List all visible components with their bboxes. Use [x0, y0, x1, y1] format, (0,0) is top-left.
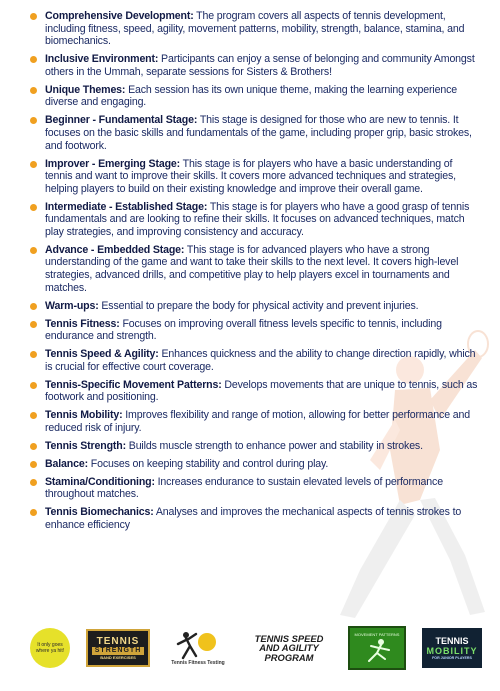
feature-title: Tennis Mobility:: [45, 409, 123, 422]
feature-text: Analyses and improves the mechanical aspects of tennis strokes to enhance efficiency: [45, 506, 462, 532]
feature-item: [30, 409, 482, 434]
feature-list: [30, 10, 482, 537]
strength-logo-line3: BAND EXERCISES: [100, 654, 136, 660]
feature-title: Tennis Strength:: [45, 439, 126, 452]
feature-text: Focuses on improving overall fitness levels specific to tennis, including endurance and strength.: [45, 317, 442, 343]
fitness-player-icon: [174, 630, 222, 660]
feature-item: [30, 114, 482, 152]
feature-text: Improves flexibility and range of motion, allowing for better performance and reduced risk of injury.: [45, 409, 470, 434]
feature-item: [30, 84, 482, 109]
feature-item: [30, 440, 482, 453]
movement-patterns-logo: [348, 626, 406, 670]
feature-item: [30, 476, 482, 501]
feature-title: Unique Themes:: [45, 83, 126, 96]
feature-item: [30, 300, 482, 313]
fitness-logo-caption: Tennis Fitness Testing: [171, 660, 225, 666]
tennis-ball-logo-text: It only goes where ya hit!: [35, 642, 65, 654]
feature-text: This stage is for players who have a basic understanding of tennis and want to improve their skills. It covers more advanced techniques and strategies, helping players to build on their existing knowledge and improve their overall game.: [45, 157, 456, 195]
feature-text: Participants can enjoy a sense of belonging and community Amongst others in the Ummah, separate sessions for Sisters & Brothers!: [45, 53, 475, 78]
feature-title: Balance:: [45, 457, 88, 470]
mobility-logo-line1: TENNIS: [435, 635, 469, 646]
feature-title: Tennis Speed & Agility:: [45, 348, 159, 361]
feature-title: Advance - Embedded Stage:: [45, 243, 185, 256]
feature-title: Comprehensive Development:: [45, 10, 194, 22]
feature-title: Tennis Biomechanics:: [45, 506, 154, 519]
feature-title: Improver - Emerging Stage:: [45, 157, 181, 170]
feature-text: Each session has its own unique theme, making the learning experience diverse and engaging.: [45, 83, 457, 109]
feature-text: Develops movements that are unique to tennis, such as footwork and positioning.: [45, 378, 478, 404]
feature-item: [30, 244, 482, 294]
feature-item: [30, 53, 482, 78]
feature-item: [30, 348, 482, 373]
feature-text: The program covers all aspects of tennis development, including fitness, speed, agility, movement patterns, mobility, strength, balance, stamina, and biomechanics.: [45, 10, 465, 48]
feature-text: This stage is designed for those who are new to tennis. It focuses on the basic skills and fundamentals of the game, including proper grip, basic strokes, and footwork.: [45, 114, 472, 152]
feature-text: Enhances quickness and the ability to change direction rapidly, which is crucial for effective court coverage.: [45, 348, 476, 373]
feature-item: [30, 158, 482, 196]
tennis-speed-agility-logo: [246, 628, 332, 668]
feature-title: Tennis-Specific Movement Patterns:: [45, 378, 222, 391]
feature-text: Increases endurance to sustain elevated levels of performance throughout matches.: [45, 475, 443, 501]
speed-logo-line1: TENNIS SPEED: [254, 632, 324, 644]
logo-strip: [30, 624, 482, 672]
feature-text: Focuses on keeping stability and control during play.: [87, 457, 329, 470]
movement-logo-text: MOVEMENT PATTERNS: [354, 631, 400, 637]
feature-text: Builds muscle strength to enhance power and stability in strokes.: [125, 439, 423, 452]
feature-text: This stage is for advanced players who have a strong understanding of the game and want to take their skills to the next level. It covers high-level strategies, advanced drills, and competitive play to help players excel in tournaments and matches.: [45, 243, 459, 294]
tennis-strength-logo: [86, 629, 150, 667]
feature-item: [30, 506, 482, 531]
mobility-logo-line2: MOBILITY: [426, 645, 478, 656]
movement-runner-icon: [357, 637, 397, 665]
mobility-logo-line3: FOR JUNIOR PLAYERS: [432, 655, 472, 660]
feature-item: [30, 318, 482, 343]
feature-title: Intermediate - Established Stage:: [45, 200, 208, 213]
feature-title: Beginner - Fundamental Stage:: [45, 114, 198, 127]
speed-logo-line3: PROGRAM: [264, 651, 314, 663]
feature-item: [30, 379, 482, 404]
feature-title: Inclusive Environment:: [45, 53, 159, 66]
tennis-ball-logo: [30, 628, 70, 668]
strength-logo-line2: STRENGTH: [92, 647, 145, 655]
speed-logo-line2: AND AGILITY: [259, 642, 319, 654]
feature-title: Warm-ups:: [45, 299, 99, 312]
feature-item: [30, 458, 482, 471]
feature-text: This stage is for players who have a good grasp of tennis fundamentals and are looking to refine their skills. It focuses on advanced techniques, match play strategies, and improving consistency and accuracy.: [45, 200, 470, 238]
feature-text: Essential to prepare the body for physical activity and prevent injuries.: [98, 299, 419, 312]
tennis-mobility-logo: [422, 628, 482, 668]
feature-item: [30, 201, 482, 239]
tennis-fitness-testing-logo: [166, 628, 230, 668]
feature-title: Tennis Fitness:: [45, 317, 120, 330]
feature-title: Stamina/Conditioning:: [45, 475, 155, 488]
strength-logo-line1: TENNIS: [96, 635, 140, 647]
feature-item: [30, 10, 482, 48]
